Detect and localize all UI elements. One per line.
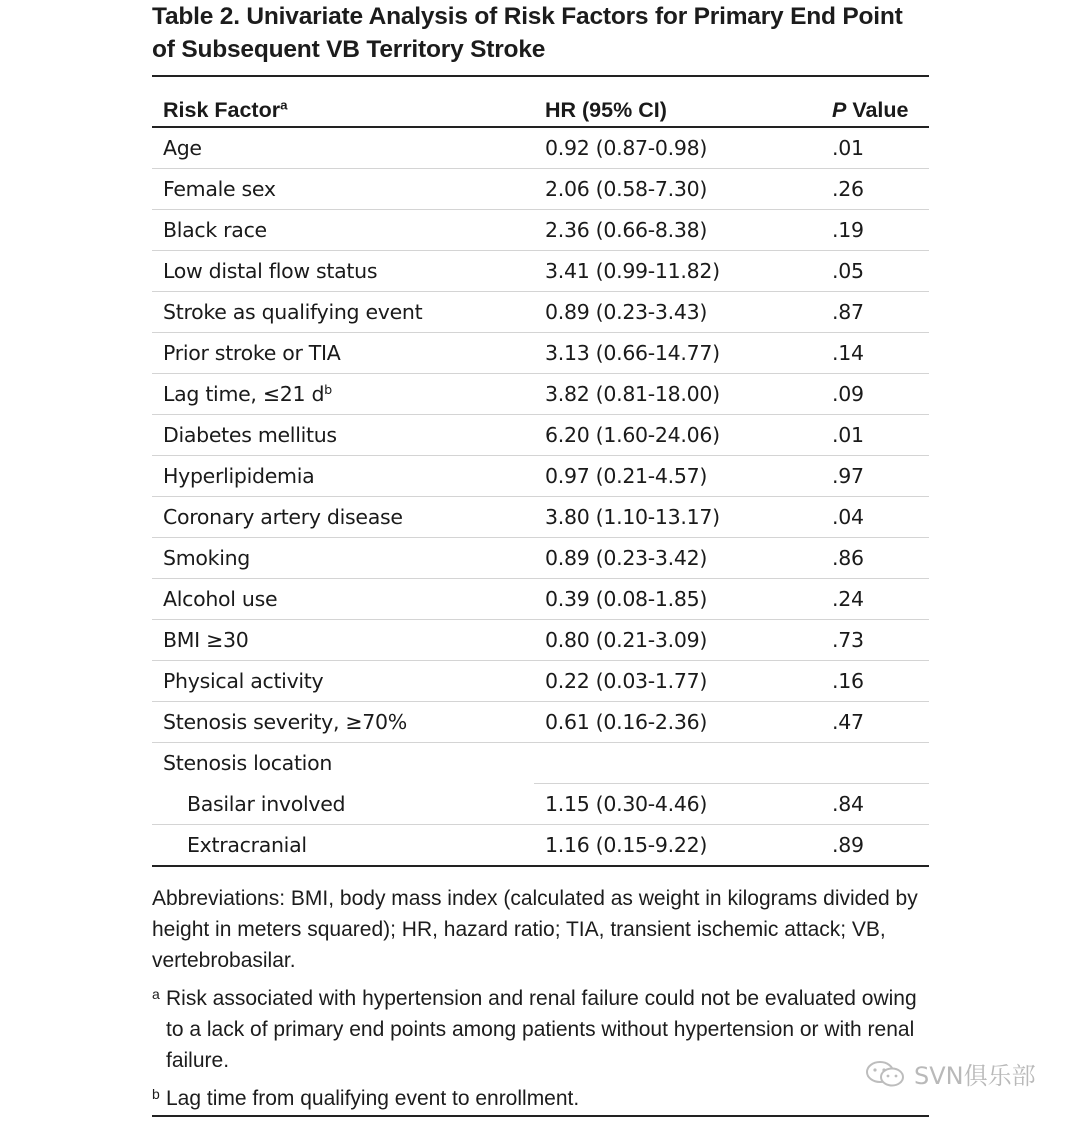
cell-p-value: .16 [821, 661, 929, 702]
cell-hr: 0.39 (0.08-1.85) [534, 579, 821, 620]
table-row [152, 374, 929, 415]
cell-risk-factor: Low distal flow status [152, 251, 534, 292]
cell-risk-factor: Physical activity [152, 661, 534, 702]
cell-risk-factor: Stenosis severity, ≥70% [152, 702, 534, 743]
table-row [152, 333, 929, 374]
table-row [152, 210, 929, 251]
cell-hr: 2.36 (0.66-8.38) [534, 210, 821, 251]
table-row [152, 784, 929, 825]
cell-p-value [821, 743, 929, 784]
footnote-b-ref: b [324, 382, 332, 398]
cell-p-value: .01 [821, 127, 929, 169]
cell-risk-factor: Basilar involved [152, 784, 534, 825]
cell-p-value: .73 [821, 620, 929, 661]
table-row [152, 661, 929, 702]
cell-p-value: .14 [821, 333, 929, 374]
footnote-a-ref: a [280, 97, 288, 113]
cell-p-value: .86 [821, 538, 929, 579]
table-row [152, 743, 929, 784]
risk-factor-table [152, 77, 929, 867]
cell-hr: 0.22 (0.03-1.77) [534, 661, 821, 702]
table-row [152, 825, 929, 867]
watermark [864, 1056, 1036, 1091]
footnote-b: b Lag time from qualifying event to enrollment. [152, 1086, 580, 1110]
cell-p-value: .97 [821, 456, 929, 497]
cell-p-value: .26 [821, 169, 929, 210]
footnote-a: a Risk associated with hypertension and renal failure could not be evaluated owing to a lack of primary end points among patients without hypertension or with renal failure. [152, 986, 917, 1072]
table-row [152, 292, 929, 333]
cell-risk-factor: Stenosis location [163, 751, 333, 775]
header-risk-factor: Risk Factor$^a$ [152, 77, 534, 127]
table-row [152, 169, 929, 210]
wechat-icon [864, 1059, 908, 1089]
cell-p-value: .09 [821, 374, 929, 415]
cell-hr: 0.89 (0.23-3.43) [534, 292, 821, 333]
cell-p-value: .05 [821, 251, 929, 292]
cell-risk-factor: Extracranial [152, 825, 534, 867]
table-row [152, 702, 929, 743]
cell-hr: 0.97 (0.21-4.57) [534, 456, 821, 497]
table-title [152, 0, 929, 66]
cell-hr: 3.13 (0.66-14.77) [534, 333, 821, 374]
table-row [152, 415, 929, 456]
table-row [152, 251, 929, 292]
cell-risk-factor: BMI ≥30 [152, 620, 534, 661]
cell-risk-factor: Coronary artery disease [152, 497, 534, 538]
bottom-rule [152, 1115, 929, 1117]
cell-p-value: .24 [821, 579, 929, 620]
cell-risk-factor: Female sex [152, 169, 534, 210]
table-body [152, 127, 929, 866]
cell-p-value: .04 [821, 497, 929, 538]
cell-hr: 2.06 (0.58-7.30) [534, 169, 821, 210]
table-row [152, 620, 929, 661]
cell-risk-factor: Prior stroke or TIA [152, 333, 534, 374]
cell-risk-factor: Diabetes mellitus [152, 415, 534, 456]
header-row [152, 77, 929, 127]
cell-hr: 0.61 (0.16-2.36) [534, 702, 821, 743]
cell-hr [534, 743, 821, 784]
table-figure [152, 0, 929, 1121]
cell-hr: 0.92 (0.87-0.98) [534, 127, 821, 169]
cell-hr: 0.80 (0.21-3.09) [534, 620, 821, 661]
table-title-line-1: Table 2. Univariate Analysis of Risk Factors for Primary End Point [152, 3, 903, 30]
table-row [152, 497, 929, 538]
table-row [152, 127, 929, 169]
cell-risk-factor: Stroke as qualifying event [152, 292, 534, 333]
cell-hr: 1.15 (0.30-4.46) [534, 784, 821, 825]
cell-risk-factor: Lag time, ≤21 $d^b$ [152, 374, 534, 415]
cell-p-value: .19 [821, 210, 929, 251]
watermark-text: SVN俱乐部 [914, 1062, 1036, 1090]
cell-hr: 1.16 (0.15-9.22) [534, 825, 821, 867]
cell-p-value: .84 [821, 784, 929, 825]
cell-p-value: .47 [821, 702, 929, 743]
cell-hr: 3.41 (0.99-11.82) [534, 251, 821, 292]
cell-p-value: .89 [821, 825, 929, 867]
header-p-value: P Value [821, 77, 929, 127]
cell-p-value: .87 [821, 292, 929, 333]
cell-hr: 0.89 (0.23-3.42) [534, 538, 821, 579]
table-row [152, 538, 929, 579]
table-notes [152, 883, 929, 1114]
abbreviations-note: Abbreviations: BMI, body mass index (calculated as weight in kilograms divided by height in meters squared); HR, hazard ratio; TIA, transient ischemic attack; VB, vertebrobasilar. [152, 887, 918, 972]
cell-risk-factor: Alcohol use [152, 579, 534, 620]
table-row [152, 456, 929, 497]
cell-hr: 3.82 (0.81-18.00) [534, 374, 821, 415]
cell-risk-factor: Hyperlipidemia [152, 456, 534, 497]
cell-risk-factor: Age [152, 127, 534, 169]
table-row [152, 579, 929, 620]
cell-hr: 6.20 (1.60-24.06) [534, 415, 821, 456]
cell-hr: 3.80 (1.10-13.17) [534, 497, 821, 538]
cell-risk-factor: Black race [152, 210, 534, 251]
cell-p-value: .01 [821, 415, 929, 456]
cell-risk-factor: Smoking [152, 538, 534, 579]
table-title-line-2: of Subsequent VB Territory Stroke [152, 36, 546, 63]
header-hr: HR (95% CI) [534, 77, 821, 127]
